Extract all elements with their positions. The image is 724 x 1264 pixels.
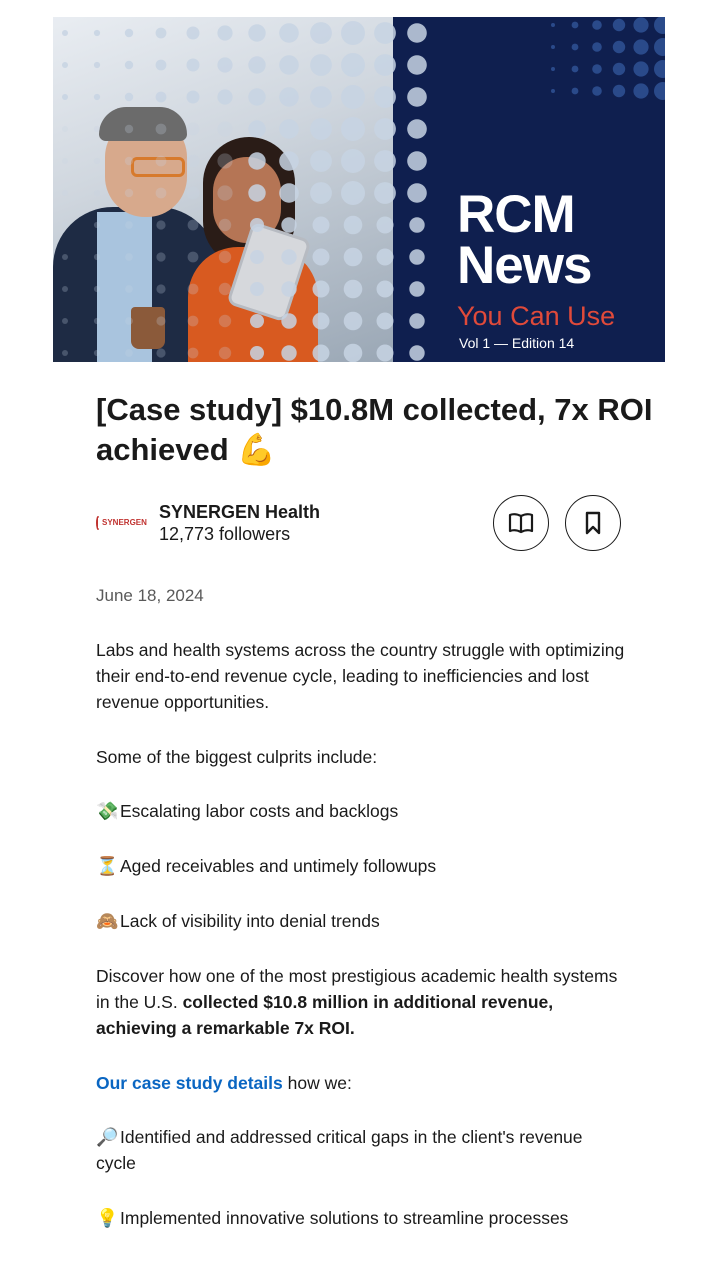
- discover-paragraph: [96, 963, 626, 1041]
- halftone-dot: [341, 117, 365, 141]
- light-bulb-icon: 💡: [96, 1208, 119, 1228]
- halftone-dot: [374, 150, 396, 172]
- halftone-dot: [313, 345, 330, 362]
- halftone-dot: [188, 284, 199, 295]
- halftone-dot: [219, 347, 231, 359]
- halftone-dot: [313, 249, 330, 266]
- halftone-dot: [62, 94, 68, 100]
- halftone-dot: [219, 283, 231, 295]
- halftone-dot: [592, 86, 602, 96]
- halftone-dot: [377, 313, 394, 330]
- halftone-dot: [156, 28, 167, 39]
- halftone-dot: [281, 345, 296, 360]
- halftone-dot: [217, 89, 232, 104]
- halftone-dot: [310, 22, 332, 44]
- halftone-dot: [281, 313, 296, 328]
- halftone-dot: [94, 94, 100, 100]
- halftone-dot: [62, 222, 68, 228]
- halftone-dot: [313, 281, 330, 298]
- halftone-dot: [407, 55, 427, 75]
- halftone-dot: [94, 254, 100, 260]
- halftone-dot: [250, 282, 264, 296]
- halftone-dot: [572, 88, 579, 95]
- halftone-dot: [156, 284, 165, 293]
- intro-paragraph: Labs and health systems across the country struggle with optimizing their end-to-end revenue cycle, leading to inefficiencies and lost revenue opportunities.: [96, 640, 625, 712]
- halftone-dot: [156, 156, 167, 167]
- halftone-dot: [94, 158, 100, 164]
- halftone-dot: [125, 93, 133, 101]
- halftone-dot: [281, 281, 296, 296]
- halftone-dot: [409, 217, 424, 232]
- halftone-dot: [310, 118, 332, 140]
- halftone-dot: [377, 217, 394, 234]
- halftone-dot: [156, 316, 165, 325]
- halftone-dot: [125, 125, 133, 133]
- halftone-dot: [613, 19, 625, 31]
- halftone-dot: [250, 346, 264, 360]
- author-name[interactable]: SYNERGEN Health: [159, 502, 321, 522]
- discover-highlight: collected $10.8 million in additional revenue, achieving a remarkable 7x ROI.: [96, 992, 554, 1038]
- halftone-dot: [156, 188, 167, 199]
- halftone-dot: [279, 119, 299, 139]
- halftone-dot: [248, 120, 265, 137]
- halftone-dot: [94, 62, 100, 68]
- discover-text: Discover how one of the most prestigious academic health systems in the U.S.: [96, 966, 618, 1012]
- halftone-dot: [344, 344, 363, 362]
- halftone-dot: [613, 41, 625, 53]
- halftone-dot: [344, 312, 363, 331]
- halftone-dot: [125, 61, 133, 69]
- money-wings-icon: 💸: [96, 801, 119, 821]
- halftone-dot: [281, 217, 296, 232]
- halftone-dot: [156, 124, 167, 135]
- halftone-dot: [279, 87, 299, 107]
- halftone-dot: [188, 316, 199, 327]
- author-followers: 12,773 followers: [159, 524, 291, 544]
- halftone-dot: [94, 222, 100, 228]
- halftone-dot: [374, 182, 396, 204]
- halftone-dot: [633, 39, 648, 54]
- halftone-dot: [407, 87, 427, 107]
- halftone-dot: [188, 220, 199, 231]
- halftone-dot: [341, 53, 365, 77]
- halftone-dot: [279, 151, 299, 171]
- case-study-link[interactable]: Our case study details: [96, 1073, 283, 1093]
- halftone-dot: [377, 345, 394, 362]
- hero-edition: Vol 1 — Edition 14: [459, 335, 575, 351]
- step-text: Identified and addressed critical gaps in the client's revenue cycle: [96, 1127, 583, 1173]
- halftone-dot: [407, 119, 427, 139]
- halftone-dot: [188, 348, 199, 359]
- halftone-dot: [654, 82, 665, 100]
- halftone-dot: [156, 92, 167, 103]
- halftone-dot: [551, 89, 555, 93]
- halftone-dot: [633, 61, 648, 76]
- hero-banner: [53, 17, 665, 362]
- halftone-dot: [592, 20, 602, 30]
- book-open-icon: [508, 512, 534, 534]
- halftone-dot: [62, 62, 68, 68]
- halftone-dot: [633, 83, 648, 98]
- halftone-dot: [187, 91, 200, 104]
- halftone-dot: [62, 190, 68, 196]
- halftone-dot: [551, 45, 555, 49]
- culprit-item-3: [96, 908, 626, 934]
- halftone-dot: [654, 38, 665, 56]
- halftone-dot: [572, 44, 579, 51]
- halftone-dot: [344, 216, 363, 235]
- halftone-dot: [313, 313, 330, 330]
- halftone-dot: [217, 25, 232, 40]
- publish-date: June 18, 2024: [96, 586, 204, 605]
- halftone-dot: [217, 185, 232, 200]
- halftone-dot: [125, 285, 133, 293]
- save-button[interactable]: [565, 495, 621, 551]
- halftone-dot: [377, 249, 394, 266]
- author-logo[interactable]: [96, 514, 146, 532]
- halftone-dot: [374, 86, 396, 108]
- flexed-biceps-icon: 💪: [237, 432, 276, 467]
- hero-title: RCM News: [457, 185, 592, 295]
- halftone-dot: [279, 23, 299, 43]
- culprit-item-2: [96, 853, 626, 879]
- halftone-dot: [125, 317, 133, 325]
- hero-subtitle: You Can Use: [457, 301, 616, 331]
- halftone-dot: [374, 22, 396, 44]
- halftone-dot: [62, 126, 68, 132]
- halftone-dot: [310, 54, 332, 76]
- halftone-dot: [409, 345, 424, 360]
- halftone-dot: [409, 313, 424, 328]
- halftone-dot: [217, 153, 232, 168]
- halftone-dot: [592, 64, 602, 74]
- halftone-dot: [94, 318, 100, 324]
- culprit-text: Aged receivables and untimely followups: [120, 856, 437, 876]
- halftone-dot: [572, 66, 579, 73]
- halftone-dot: [156, 60, 167, 71]
- halftone-dot: [551, 23, 555, 27]
- bookmark-icon: [584, 511, 602, 535]
- halftone-dot: [654, 60, 665, 78]
- halftone-dot: [313, 217, 330, 234]
- halftone-dot: [407, 23, 427, 43]
- halftone-dot: [344, 280, 363, 299]
- halftone-dot: [187, 187, 200, 200]
- halftone-dot: [125, 29, 133, 37]
- halftone-dot: [250, 250, 264, 264]
- headline-text: [Case study] $10.8M collected, 7x ROI achieved: [96, 392, 653, 467]
- case-study-paragraph: [96, 1070, 626, 1096]
- halftone-dot: [407, 151, 427, 171]
- halftone-dot: [94, 126, 100, 132]
- culprit-item-1: [96, 798, 626, 824]
- halftone-dot: [248, 24, 265, 41]
- halftone-dot: [409, 281, 424, 296]
- halftone-dot: [188, 252, 199, 263]
- halftone-dot: [248, 184, 265, 201]
- article-headline: [96, 390, 656, 470]
- halftone-dot: [374, 118, 396, 140]
- halftone-dot: [125, 221, 133, 229]
- see-no-evil-monkey-icon: 🙈: [96, 911, 119, 931]
- halftone-dot: [310, 182, 332, 204]
- halftone-dot: [219, 251, 231, 263]
- halftone-dot: [592, 42, 602, 52]
- halftone-dot: [409, 249, 424, 264]
- halftone-dot: [341, 149, 365, 173]
- halftone-dot: [310, 86, 332, 108]
- halftone-dot: [250, 314, 264, 328]
- halftone-dot: [551, 67, 555, 71]
- step-item-2: [96, 1205, 626, 1231]
- halftone-dot: [62, 254, 68, 260]
- culprit-text: Escalating labor costs and backlogs: [120, 801, 399, 821]
- logo-text: SYNERGEN: [102, 518, 147, 527]
- halftone-dot: [187, 155, 200, 168]
- halftone-dot: [125, 349, 133, 357]
- halftone-dot: [156, 220, 165, 229]
- halftone-dot: [341, 181, 365, 205]
- halftone-dot: [310, 150, 332, 172]
- halftone-dot: [407, 183, 427, 203]
- halftone-dot: [156, 348, 165, 357]
- step-text: Implemented innovative solutions to streamline processes: [120, 1208, 569, 1228]
- halftone-dot: [62, 286, 68, 292]
- halftone-dot: [94, 30, 100, 36]
- halftone-dot: [219, 219, 231, 231]
- halftone-dot: [62, 158, 68, 164]
- logo-swoosh-icon: [96, 516, 100, 530]
- halftone-dot: [572, 22, 579, 29]
- culprit-text: Lack of visibility into denial trends: [120, 911, 380, 931]
- culprits-intro: Some of the biggest culprits include:: [96, 747, 378, 767]
- halftone-dot: [654, 17, 665, 34]
- halftone-dot: [344, 248, 363, 267]
- halftone-dot: [94, 286, 100, 292]
- halftone-dot: [156, 252, 165, 261]
- halftone-dot: [281, 249, 296, 264]
- halftone-dot: [374, 54, 396, 76]
- halftone-dot: [217, 57, 232, 72]
- halftone-dot: [94, 350, 100, 356]
- halftone-dot: [279, 55, 299, 75]
- author-row: [96, 498, 636, 558]
- hourglass-icon: ⏳: [96, 856, 119, 876]
- halftone-dot: [187, 123, 200, 136]
- read-button[interactable]: [493, 495, 549, 551]
- halftone-dot: [613, 85, 625, 97]
- halftone-dot: [62, 350, 68, 356]
- halftone-dot: [94, 190, 100, 196]
- halftone-dot: [250, 218, 264, 232]
- magnifying-glass-icon: 🔎: [96, 1127, 119, 1147]
- halftone-dot: [125, 189, 133, 197]
- halftone-dot: [613, 63, 625, 75]
- halftone-dot: [248, 56, 265, 73]
- halftone-dot: [248, 152, 265, 169]
- halftone-dot: [219, 315, 231, 327]
- halftone-dot: [341, 21, 365, 45]
- halftone-dot: [633, 17, 648, 32]
- halftone-dot: [62, 30, 68, 36]
- halftone-dot: [187, 27, 200, 40]
- halftone-dot: [125, 253, 133, 261]
- step-item-1: [96, 1124, 626, 1176]
- halftone-dot: [62, 318, 68, 324]
- halftone-dot: [187, 59, 200, 72]
- halftone-dot: [217, 121, 232, 136]
- halftone-dot: [279, 183, 299, 203]
- halftone-dot: [341, 85, 365, 109]
- halftone-dot: [125, 157, 133, 165]
- case-study-suffix: how we:: [282, 1073, 352, 1093]
- halftone-dot: [377, 281, 394, 298]
- halftone-dot: [248, 88, 265, 105]
